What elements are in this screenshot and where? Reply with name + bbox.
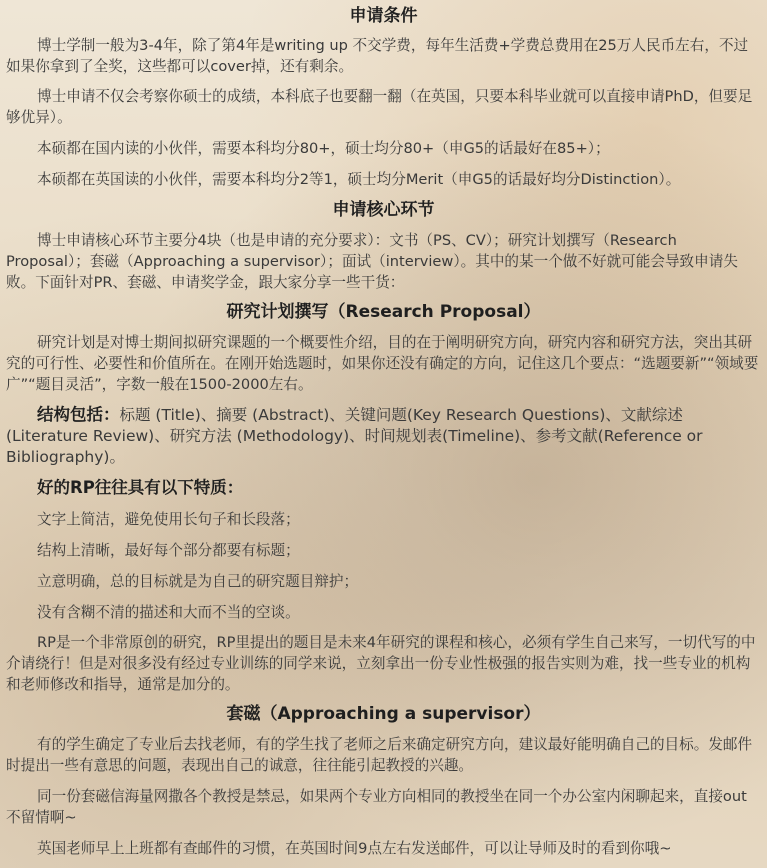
paragraph: RP是一个非常原创的研究，RP里提出的题目是未来4年研究的课程和核心，必须有学生自己来写，一切代写的中介请绕行！但是对很多没有经过专业训练的同学来说，立刻拿出一份专业性极强的报告实则为难，找一些专业的机构和老师修改和指导，通常是加分的。 bbox=[6, 634, 756, 693]
paragraph: 英国老师早上上班都有查邮件的习惯，在英国时间9点左右发送邮件，可以让导师及时的看到你哦~ bbox=[37, 840, 672, 857]
section-title: 申请核心环节 bbox=[332, 200, 435, 220]
quality-item: 立意明确，总的目标就是为自己的研究题目辩护； bbox=[37, 573, 359, 590]
section-research-proposal bbox=[6, 301, 761, 695]
paragraph: 研究计划是对博士期间拟研究课题的一个概要性介绍，目的在于阐明研究方向，研究内容和研究方法，突出其研究的可行性、必要性和价值所在。在刚开始选题时，如果你还没有确定的方向，记住这几个要点：“选题要新”“领域要广”“题目灵活”，字数一般在1500-2000左右。 bbox=[6, 334, 759, 393]
quality-item: 结构上清晰，最好每个部分都要有标题； bbox=[37, 542, 300, 559]
section-application-requirements bbox=[6, 0, 761, 190]
section-approaching-supervisor bbox=[6, 703, 761, 859]
quality-item: 没有含糊不清的描述和大而不当的空谈。 bbox=[37, 604, 300, 621]
structure-paragraph bbox=[6, 404, 761, 468]
structure-text: 标题 (Title)、摘要 (Abstract)、关键问题(Key Research Questions)、文献综述 (Literature Review)、研究方法 (Methodology)、时间规划表(Timeline)、参考文献(Reference or Bibliography)。 bbox=[6, 406, 703, 466]
section-title: 套磁（Approaching a supervisor） bbox=[226, 704, 541, 724]
quality-item: 文字上简洁，避免使用长句子和长段落； bbox=[37, 511, 300, 528]
paragraph: 博士申请核心环节主要分4块（也是申请的充分要求）：文书（PS、CV）；研究计划撰写（Research Proposal）；套磁（Approaching a supervisor）；面试（interview）。其中的某一个做不好就可能会导致申请失败。下面针对PR、套磁、申请奖学金，跟大家分享一些干货： bbox=[6, 232, 738, 291]
paragraph: 博士申请不仅会考察你硕士的成绩，本科底子也要翻一翻（在英国，只要本科毕业就可以直接申请PhD，但要足够优异）。 bbox=[6, 88, 753, 126]
structure-lead: 结构包括： bbox=[37, 405, 120, 424]
qualities-heading: 好的RP往往具有以下特质： bbox=[37, 478, 244, 497]
section-title: 申请条件 bbox=[349, 6, 418, 26]
section-core-steps bbox=[6, 199, 761, 293]
paragraph: 同一份套磁信海量网撒各个教授是禁忌，如果两个专业方向相同的教授坐在同一个办公室内闲聊起来，直接out不留情啊~ bbox=[6, 788, 747, 826]
section-title: 研究计划撰写（Research Proposal） bbox=[226, 302, 541, 322]
paragraph: 本硕都在英国读的小伙伴，需要本科均分2等1，硕士均分Merit（申G5的话最好均分Distinction）。 bbox=[37, 171, 681, 188]
paragraph: 有的学生确定了专业后去找老师，有的学生找了老师之后来确定研究方向，建议最好能明确自己的目标。发邮件时提出一些有意思的问题，表现出自己的诚意，往往能引起教授的兴趣。 bbox=[6, 736, 753, 774]
paragraph: 本硕都在国内读的小伙伴，需要本科均分80+，硕士均分80+（申G5的话最好在85+）； bbox=[37, 140, 610, 157]
paragraph: 博士学制一般为3-4年，除了第4年是writing up 不交学费，每年生活费+学费总费用在25万人民币左右，不过如果你拿到了全奖，这些都可以cover掉，还有剩余。 bbox=[6, 37, 749, 75]
